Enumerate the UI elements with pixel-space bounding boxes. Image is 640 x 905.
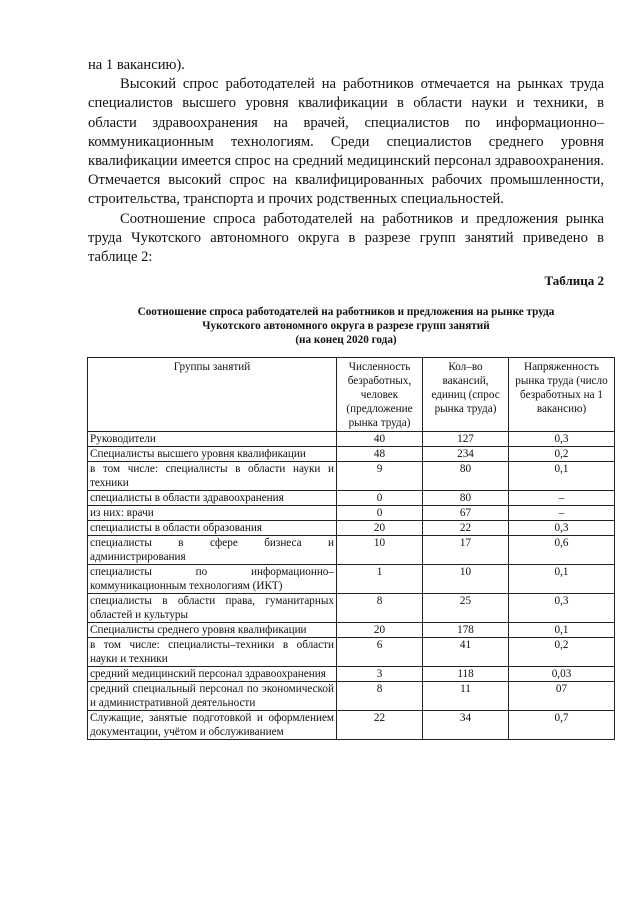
cell-vacancies: 34 [423, 711, 509, 740]
table-row [88, 565, 615, 594]
cell-group: специалисты по информационно–коммуникационным технологиям (ИКТ) [88, 565, 337, 594]
table-row [88, 682, 615, 711]
cell-vacancies: 80 [423, 491, 509, 506]
caption-line-3: (на конец 2020 года) [295, 334, 397, 347]
cell-tension: 0,3 [509, 521, 615, 536]
paragraph-table-intro: Соотношение спроса работодателей на работников и предложения рынка труда Чукотского автономного округа в разрезе групп занятий приведено в таблице 2: [88, 210, 604, 266]
cell-unemployed: 0 [337, 506, 423, 521]
caption-line-2: Чукотского автономного округа в разрезе групп занятий [202, 320, 490, 333]
cell-vacancies: 178 [423, 623, 509, 638]
table-row [88, 447, 615, 462]
cell-tension: 07 [509, 682, 615, 711]
table-row [88, 623, 615, 638]
cell-unemployed: 0 [337, 491, 423, 506]
cell-group: Специалисты среднего уровня квалификации [88, 623, 337, 638]
table-body [88, 432, 615, 740]
cell-unemployed: 6 [337, 638, 423, 667]
cell-group: Служащие, занятые подготовкой и оформлением документации, учётом и обслуживанием [88, 711, 337, 740]
table-row [88, 638, 615, 667]
cell-tension: 0,6 [509, 536, 615, 565]
cell-group: в том числе: специалисты в области науки и техники [88, 462, 337, 491]
cell-group: специалисты в области образования [88, 521, 337, 536]
cell-unemployed: 22 [337, 711, 423, 740]
cell-tension: 0,03 [509, 667, 615, 682]
cell-vacancies: 127 [423, 432, 509, 447]
cell-tension: – [509, 491, 615, 506]
document-page [88, 56, 608, 740]
cell-unemployed: 10 [337, 536, 423, 565]
table-row [88, 536, 615, 565]
table-row [88, 491, 615, 506]
cell-tension: 0,3 [509, 594, 615, 623]
cell-group: из них: врачи [88, 506, 337, 521]
cell-vacancies: 41 [423, 638, 509, 667]
header-unemployed: Численность безработных, человек (предложение рынка труда) [337, 358, 423, 432]
cell-group: Специалисты высшего уровня квалификации [88, 447, 337, 462]
cell-tension: 0,1 [509, 623, 615, 638]
table-row [88, 506, 615, 521]
cell-vacancies: 17 [423, 536, 509, 565]
cell-group: специалисты в области здравоохранения [88, 491, 337, 506]
table-row [88, 462, 615, 491]
cell-group: специалисты в сфере бизнеса и администрирования [88, 536, 337, 565]
table-row [88, 711, 615, 740]
table-header-row [88, 358, 615, 432]
cell-unemployed: 20 [337, 521, 423, 536]
header-tension: Напряженность рынка труда (число безработных на 1 вакансию) [509, 358, 615, 432]
cell-tension: 0,2 [509, 447, 615, 462]
cell-vacancies: 67 [423, 506, 509, 521]
cell-tension: 0,2 [509, 638, 615, 667]
cell-unemployed: 3 [337, 667, 423, 682]
paragraph-continuation: на 1 вакансию). [88, 57, 185, 73]
header-vacancies: Кол–во вакансий, единиц (спрос рынка труда) [423, 358, 509, 432]
labor-market-table [87, 357, 615, 740]
cell-tension: 0,1 [509, 565, 615, 594]
cell-vacancies: 234 [423, 447, 509, 462]
cell-group: средний специальный персонал по экономической и административной деятельности [88, 682, 337, 711]
caption-line-1: Соотношение спроса работодателей на работников и предложения на рынке труда [137, 306, 555, 319]
table-row [88, 667, 615, 682]
table-row [88, 432, 615, 447]
paragraph-demand: Высокий спрос работодателей на работников отмечается на рынках труда специалистов высшего уровня квалификации в области науки и техники, в области здравоохранения на врачей, специалистов по информационно–коммуникационным технологиям. Среди специалистов среднего уровня квалификации имеется спрос на средний медицинский персонал здравоохранения. Отмечается высокий спрос на квалифицированных рабочих промышленности, строительства, транспорта и прочих родственных специальностей. [88, 76, 604, 208]
cell-unemployed: 1 [337, 565, 423, 594]
table-caption [88, 305, 604, 347]
cell-unemployed: 8 [337, 594, 423, 623]
cell-group: Руководители [88, 432, 337, 447]
cell-vacancies: 25 [423, 594, 509, 623]
header-group: Группы занятий [88, 358, 337, 432]
cell-unemployed: 8 [337, 682, 423, 711]
table-label: Таблица 2 [544, 273, 604, 289]
cell-vacancies: 11 [423, 682, 509, 711]
cell-tension: – [509, 506, 615, 521]
cell-unemployed: 40 [337, 432, 423, 447]
cell-tension: 0,7 [509, 711, 615, 740]
table-row [88, 594, 615, 623]
cell-vacancies: 80 [423, 462, 509, 491]
cell-group: средний медицинский персонал здравоохранения [88, 667, 337, 682]
cell-tension: 0,3 [509, 432, 615, 447]
cell-group: в том числе: специалисты–техники в области науки и техники [88, 638, 337, 667]
cell-tension: 0,1 [509, 462, 615, 491]
cell-vacancies: 10 [423, 565, 509, 594]
table-row [88, 521, 615, 536]
cell-group: специалисты в области права, гуманитарных областей и культуры [88, 594, 337, 623]
cell-vacancies: 118 [423, 667, 509, 682]
cell-vacancies: 22 [423, 521, 509, 536]
cell-unemployed: 20 [337, 623, 423, 638]
cell-unemployed: 9 [337, 462, 423, 491]
cell-unemployed: 48 [337, 447, 423, 462]
